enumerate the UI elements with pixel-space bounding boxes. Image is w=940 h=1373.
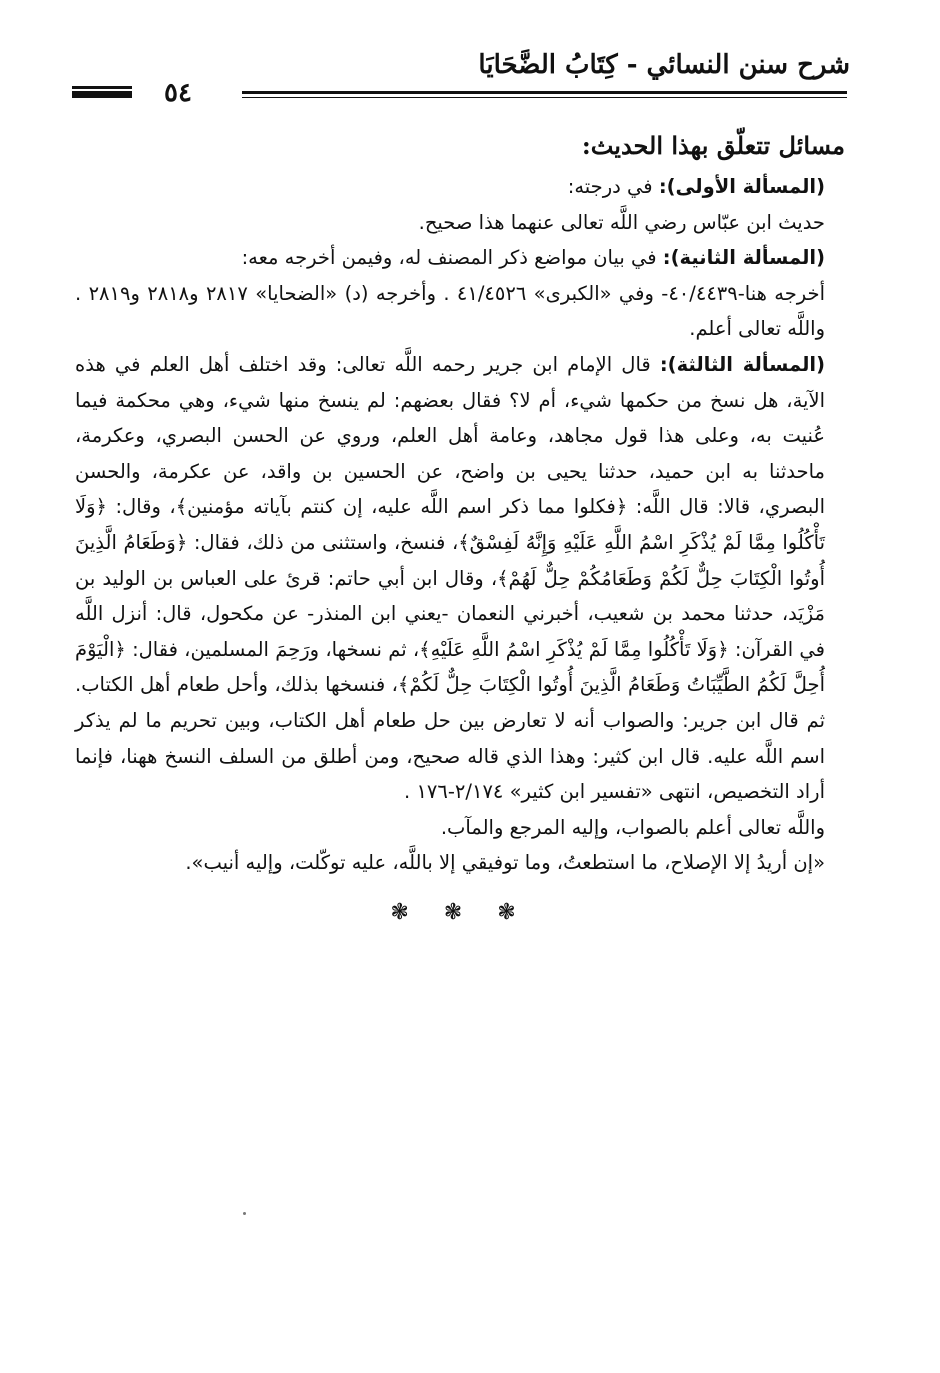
section-heading: مسائل تتعلّق بهذا الحديث: xyxy=(581,131,845,160)
issue-1-subject: في درجته: xyxy=(567,175,659,198)
issue-1-title xyxy=(75,169,845,205)
scan-speck xyxy=(243,1212,246,1215)
issue-3-label: (المسألة الثالثة): xyxy=(659,352,825,376)
page-number: ٥٤ xyxy=(150,78,198,108)
issue-3-paragraph xyxy=(75,347,845,810)
running-header-title: شرح سنن النسائي - كِتَابُ الضَّحَايَا xyxy=(478,50,850,80)
issue-2-label: (المسألة الثانية): xyxy=(662,246,825,270)
closing-line: واللَّه تعالى أعلم بالصواب، وإليه المرجع والمآب. xyxy=(440,815,825,839)
page-number-ornament xyxy=(72,86,132,102)
issue-2-title xyxy=(75,240,845,276)
issue-2-detail: أخرجه هنا-٤٠/٤٤٣٩- وفي «الكبرى» ٤١/٤٥٢٦ . وأخرجه (د) «الضحايا» ٢٨١٧ و٢٨١٨ و٢٨١٩ . واللَّه تعالى أعلم. xyxy=(75,281,825,341)
body-text xyxy=(75,125,845,930)
issue-1-label: (المسألة الأولى): xyxy=(658,175,825,198)
issue-2-subject: في بيان مواضع ذكر المصنف له، وفيمن أخرجه معه: xyxy=(241,246,663,270)
issue-3-text: قال الإمام ابن جرير رحمه اللَّه تعالى: وقد اختلف أهل العلم في هذه الآية، هل نسخ من حكمها شيء، أم لا؟ فقال بعضهم: لم ينسخ منها شيء، وهي محكمة فيما عُنيت به، وعلى هذا قول مجاهد، وعامة أهل العلم، وروي عن الحسن البصري، وعكرمة، ماحدثنا به ابن حميد، حدثنا يحيى بن واضح، عن الحسين بن واقد، عن عكرمة، والحسن البصري، قالا: قال اللَّه: ﴿فكلوا مما ذكر اسم اللَّه عليه، إن كنتم بآياته مؤمنين﴾، وقال: ﴿وَلَا تَأْكُلُوا مِمَّا لَمْ يُذْكَرِ اسْمُ اللَّهِ عَلَيْهِ وَإِنَّهُ لَفِسْقٌ﴾، فنسخ، واستثنى من ذلك، فقال: ﴿وَطَعَامُ الَّذِينَ أُوتُوا الْكِتَابَ حِلٌّ لَكُمْ وَطَعَامُكُمْ حِلٌّ لَهُمْ﴾، وقال ابن أبي حاتم: قرئ على العباس بن الوليد بن مَزْيَد، حدثنا محمد بن شعيب، أخبرني النعمان -يعني ابن المنذر- عن مكحول، قال: أنزل اللَّه في القرآن: ﴿وَلَا تَأْكُلُوا مِمَّا لَمْ يُذْكَرِ اسْمُ اللَّهِ عَلَيْهِ﴾، ثم نسخها، ورَحِمَ المسلمين، فقال: ﴿الْيَوْمَ أُحِلَّ لَكُمُ الطَّيِّبَاتُ وَطَعَامُ الَّذِينَ أُوتُوا الْكِتَابَ حِلٌّ لَكُمْ﴾، فنسخها بذلك، وأحل طعام أهل الكتاب. ثم قال ابن جرير: والصواب أنه لا تعارض بين حل طعام أهل الكتاب، وبين تحريم ما لم يذكر اسم اللَّه عليه. قال ابن كثير: وهذا الذي قاله صحيح، ومن أطلق من السلف النسخ ههنا، فإنما أراد التخصيص، انتهى «تفسير ابن كثير» ٢/١٧٤-١٧٦ . xyxy=(75,352,825,804)
section-end-stars: ❃ ❃ ❃ xyxy=(390,899,530,925)
issue-1-detail: حديث ابن عبّاس رضي اللَّه تعالى عنهما هذا صحيح. xyxy=(418,210,825,234)
closing-prayer: «إن أريدُ إلا الإصلاح، ما استطعتُ، وما توفيقي إلا باللَّه، عليه توكّلت، وإليه أنيب». xyxy=(185,851,825,875)
